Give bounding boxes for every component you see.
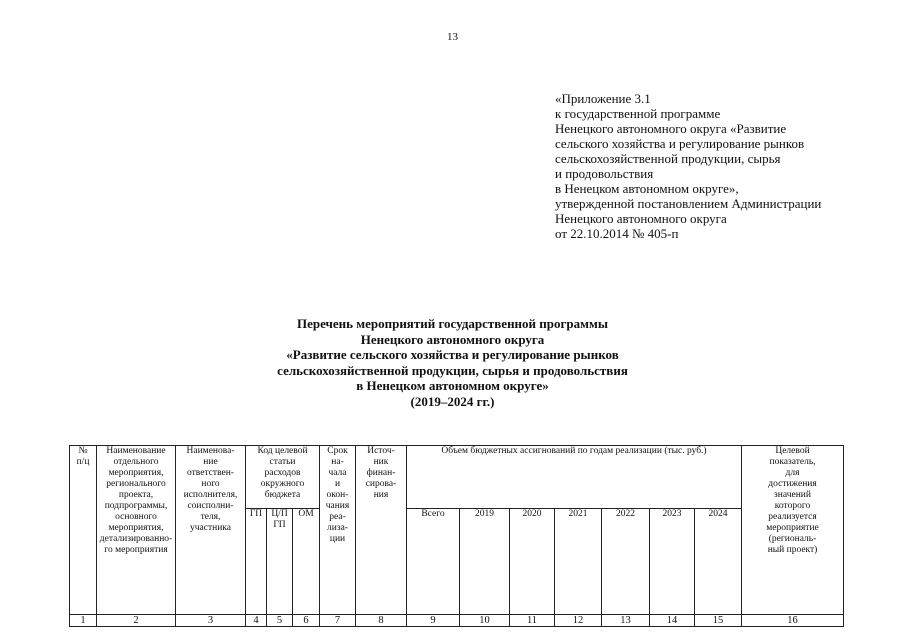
column-number: 15 — [695, 615, 742, 627]
appendix-block — [555, 91, 895, 241]
appendix-line: сельского хозяйства и регулирование рынков — [555, 136, 805, 151]
header-total: Всего — [407, 509, 460, 615]
header-year: 2021 — [555, 509, 602, 615]
appendix-line: к государственной программе — [555, 106, 721, 121]
header-year: 2023 — [650, 509, 695, 615]
column-number: 11 — [510, 615, 555, 627]
header-code-gp: ГП — [246, 509, 267, 615]
appendix-line: Ненецкого автономного округа — [555, 211, 727, 226]
column-number: 5 — [267, 615, 293, 627]
column-number: 14 — [650, 615, 695, 627]
header-name: Наименование отдельного мероприятия, регионального проекта, подпрограммы, основного мероприятия, детализированно- го мероприятия — [97, 446, 176, 615]
title-line: сельскохозяйственной продукции, сырья и продовольствия — [277, 362, 628, 378]
column-number: 9 — [407, 615, 460, 627]
title-line: (2019–2024 гг.) — [410, 393, 495, 409]
header-source: Источ- ник финан- сирова- ния — [356, 446, 407, 615]
column-number: 1 — [70, 615, 97, 627]
column-number: 3 — [176, 615, 246, 627]
header-code-om: ОМ — [293, 509, 320, 615]
header-executor: Наименова- ние ответствен- ного исполнителя, соисполни- теля, участника — [176, 446, 246, 615]
column-number: 16 — [742, 615, 844, 627]
column-number: 8 — [356, 615, 407, 627]
document-title — [180, 316, 725, 410]
page-number: 13 — [447, 31, 458, 43]
header-term: Срок на- чала и окон- чания реа- лиза- ции — [320, 446, 356, 615]
title-line: в Ненецком автономном округе» — [356, 378, 549, 394]
appendix-line: сельскохозяйственной продукции, сырья — [555, 151, 781, 166]
header-budget: Объем бюджетных ассигнований по годам реализации (тыс. руб.) — [407, 446, 742, 509]
title-line: Перечень мероприятий государственной программы — [296, 316, 609, 331]
column-number: 6 — [293, 615, 320, 627]
column-number: 10 — [460, 615, 510, 627]
header-code: Код целевой статьи расходов окружного бюджета — [246, 446, 320, 509]
column-number: 12 — [555, 615, 602, 627]
column-number: 2 — [97, 615, 176, 627]
header-year: 2019 — [460, 509, 510, 615]
appendix-line: от 22.10.2014 № 405-п — [555, 226, 679, 241]
appendix-line: в Ненецком автономном округе», — [555, 181, 739, 196]
appendix-line: и продовольствия — [555, 166, 654, 181]
header-year: 2020 — [510, 509, 555, 615]
appendix-line: утвержденной постановлением Администрации — [555, 196, 822, 211]
column-number: 13 — [602, 615, 650, 627]
header-code-cgp: Ц/П ГП — [267, 509, 293, 615]
title-line: Ненецкого автономного округа — [360, 331, 545, 347]
header-target: Целевой показатель, для достижения значений которого реализуется мероприятие (региональ- ный проект) — [742, 446, 844, 615]
header-year: 2022 — [602, 509, 650, 615]
column-number: 7 — [320, 615, 356, 627]
header-num: № п/ц — [70, 446, 97, 615]
header-year: 2024 — [695, 509, 742, 615]
appendix-line: «Приложение 3.1 — [555, 91, 651, 106]
measures-table — [69, 445, 844, 627]
title-line: «Развитие сельского хозяйства и регулирование рынков — [286, 347, 619, 363]
column-number: 4 — [246, 615, 267, 627]
appendix-line: Ненецкого автономного округа «Развитие — [555, 121, 787, 136]
